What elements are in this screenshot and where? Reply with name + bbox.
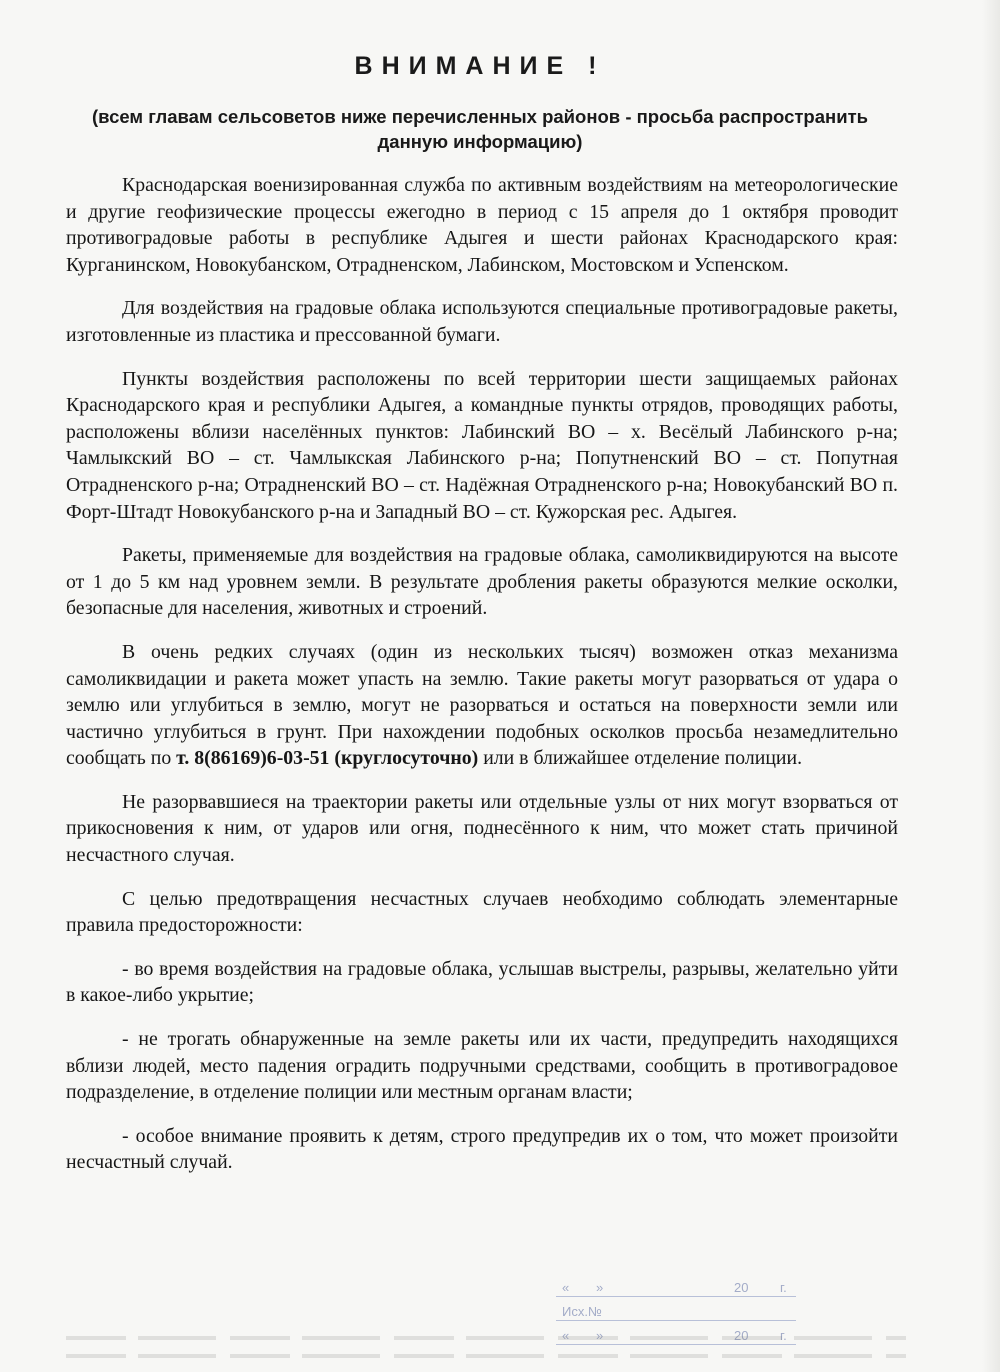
stamp-year-prefix: 20: [734, 1280, 749, 1295]
paragraph-5-tail: или в ближайшее отделение полиции.: [478, 747, 803, 770]
paragraph-1: Краснодарская военизированная служба по активным воздействиям на метеорологические и другие геофизические процессы ежегодно в период с 15 апреля до 1 октября проводит противоградовые работы в республике Адыгея и шести районах Краснодарского края: Курганинском, Новокубанском, Отрадненском, Лабинском, Мостовском и Успенском.: [66, 174, 898, 276]
document-heading: ВНИМАНИЕ !: [354, 52, 606, 80]
stamp-quote-close-2: »: [596, 1328, 604, 1343]
stamp-ref-label: Исх.№: [562, 1304, 602, 1319]
rule-item-2: - не трогать обнаруженные на земле ракеты или их части, предупредить находящихся вблизи людей, место падения оградить подручными средствами, сообщить в противоградовое подразделение, в отделение полиции или местным органам власти;: [66, 1028, 898, 1104]
paragraph-5: [66, 639, 898, 772]
paragraph-6: Не разорвавшиеся на траектории ракеты или отдельные узлы от них могут взорваться от прикосновения к ним, от ударов или огня, поднесённого к ним, что может стать причиной несчастного случая.: [66, 790, 898, 867]
stamp-year-prefix-2: 20: [734, 1328, 749, 1343]
paragraph-5-text: В очень редких случаях (один из нескольких тысяч) возможен отказ механизма самоликвидации и ракета может упасть на землю. Такие ракеты могут разорваться от удара о землю или углубиться в землю, могут не разорваться и остаться на поверхности земли или частично углубиться в грунт. При нахождении подобных осколков просьба незамедлительно сообщать по: [66, 640, 898, 770]
document-body: [66, 172, 898, 1193]
stamp-year-suffix: г.: [780, 1280, 787, 1295]
rule-item-1: - во время воздействия на градовые облака, услышав выстрелы, разрывы, желательно уйти в какое-либо укрытие;: [66, 957, 898, 1007]
reverse-side-bleed-through: [66, 1330, 906, 1364]
stamp-quote-close: »: [596, 1280, 604, 1295]
stamp-quote-open-2: «: [562, 1328, 570, 1343]
hotline-phone: т. 8(86169)6-03-51 (круглосуточно): [176, 747, 479, 770]
paragraph-3: Пункты воздействия расположены по всей территории шести защищаемых районах Краснодарского края и республики Адыгея, а командные пункты отрядов, проводящих работы, расположены вблизи населённых пунктов: Лабинский ВО – х. Весёлый Лабинского р-на; Чамлыкский ВО – ст. Чамлыкская Лабинского р-на; Попутненский ВО – ст. Попутная Отрадненского р-на; Отрадненский ВО – ст. Надёжная Отрадненского р-на; Новокубанский ВО п. Форт-Штадт Новокубанского р-на и Западный ВО – ст. Кужорская рес. Адыгея.: [66, 367, 898, 523]
stamp-ref-row: [556, 1304, 796, 1321]
paragraph-7: С целью предотвращения несчастных случаев необходимо соблюдать элементарные правила предосторожности:: [66, 887, 898, 937]
stamp-quote-open: «: [562, 1280, 570, 1295]
paragraph-4: Ракеты, применяемые для воздействия на градовые облака, самоликвидируются на высоте от 1 до 5 км над уровнем земли. В результате дробления ракеты образуются мелкие осколки, безопасные для населения, животных и строений.: [66, 544, 898, 620]
paragraph-2: Для воздействия на градовые облака используются специальные противоградовые ракеты, изготовленные из пластика и прессованной бумаги.: [66, 297, 898, 346]
document-subheading: (всем главам сельсоветов ниже перечисленных районов - просьба распространить данную информацию): [92, 106, 868, 152]
page-edge-shadow: [982, 0, 1000, 1372]
stamp-year-suffix-2: г.: [780, 1328, 787, 1343]
stamp-date-row-1: [556, 1280, 796, 1297]
rule-item-3: - особое внимание проявить к детям, строго предупредив их о том, что может произойти несчастный случай.: [66, 1124, 898, 1174]
